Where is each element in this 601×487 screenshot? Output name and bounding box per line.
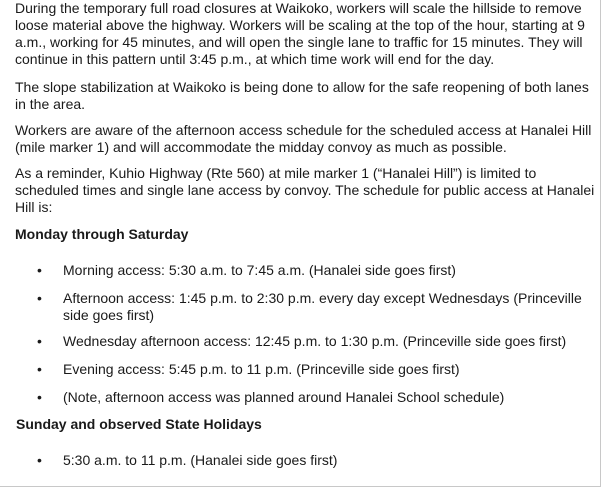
list-item-text: Wednesday afternoon access: 12:45 p.m. to 1:30 p.m. (Princeville side goes first)	[63, 333, 567, 349]
intro-paragraph: During the temporary full road closures at Waikoko, workers will scale the hillside to remove loose material above the highway. Workers will be scaling at the top of the hour, starting at 9 a.m., working for 45 minutes, and will open the single lane to traffic for 15 minutes. They will continue in this pattern until 3:45 p.m., at which time work will end for the day.	[15, 0, 585, 67]
bullet-icon: •	[37, 333, 42, 349]
list-item-text: Morning access: 5:30 a.m. to 7:45 a.m. (Hanalei side goes first)	[63, 262, 456, 278]
bullet-icon: •	[37, 290, 42, 306]
slope-paragraph: The slope stabilization at Waikoko is being done to allow for the safe reopening of both lanes in the area.	[15, 79, 589, 112]
bullet-icon: •	[37, 262, 42, 278]
section-heading: Sunday and observed State Holidays	[16, 416, 262, 432]
section-heading: Monday through Saturday	[15, 226, 189, 242]
reminder-paragraph: As a reminder, Kuhio Highway (Rte 560) at mile marker 1 (“Hanalei Hill”) is limited to scheduled times and single lane access by convoy. The schedule for public access at Hanalei Hill is:	[15, 165, 595, 215]
list-item-text: 5:30 a.m. to 11 p.m. (Hanalei side goes first)	[63, 452, 338, 468]
list-item-text: Afternoon access: 1:45 p.m. to 2:30 p.m. every day except Wednesdays (Princeville side goes first)	[63, 290, 582, 323]
list-item-text: Evening access: 5:45 p.m. to 11 p.m. (Princeville side goes first)	[63, 361, 460, 377]
bullet-icon: •	[37, 361, 42, 377]
afternoon-access-paragraph: Workers are aware of the afternoon access schedule for the scheduled access at Hanalei Hill (mile marker 1) and will accommodate the midday convoy as much as possible.	[15, 122, 592, 155]
bullet-icon: •	[37, 389, 42, 405]
bullet-icon: •	[37, 452, 42, 468]
list-item-text: (Note, afternoon access was planned around Hanalei School schedule)	[63, 389, 505, 405]
